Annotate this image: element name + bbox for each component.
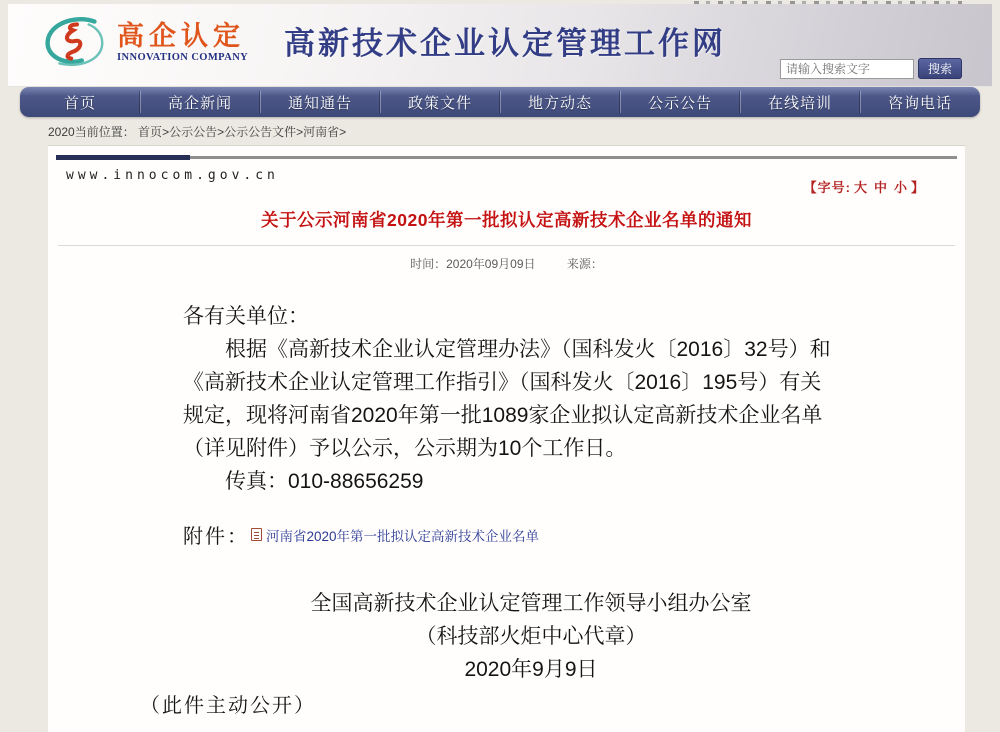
- article-paragraph: 根据《高新技术企业认定管理办法》（国科发火〔2016〕32号）和《高新技术企业认定管理工作指引》（国科发火〔2016〕195号）有关规定，现将河南省2020年第一批1089家企业拟认定高新技术企业名单（详见附件）予以公示，公示期为10个工作日。: [183, 338, 831, 460]
- rule-gray-segment: [190, 156, 957, 159]
- attachment-link-text: 河南省2020年第一批拟认定高新技术企业名单: [266, 528, 540, 544]
- article-body: [183, 300, 835, 498]
- title-divider: [58, 245, 955, 246]
- breadcrumb-separator: >: [217, 125, 225, 139]
- attachment-label: 附件：: [183, 526, 249, 548]
- site-logo[interactable]: [38, 13, 248, 71]
- nav-item-news[interactable]: 高企新闻: [140, 87, 260, 117]
- nav-item-local-news[interactable]: 地方动态: [500, 87, 620, 117]
- breadcrumb-item-announcement-files[interactable]: 公示公告文件: [224, 125, 297, 139]
- font-size-label-suffix: 】: [910, 180, 925, 195]
- attachment-file-icon: [251, 528, 262, 541]
- nav-item-public-announcements[interactable]: 公示公告: [620, 87, 740, 117]
- breadcrumb-label: 2020当前位置：: [48, 125, 135, 139]
- logo-swoosh-icon: [38, 13, 112, 71]
- meta-source: 来源：: [566, 257, 603, 271]
- fax-line: 传真：010-88656259: [225, 470, 424, 493]
- signature-seal-note: （科技部火炬中心代章）: [415, 625, 647, 648]
- breadcrumb-separator: >: [162, 125, 170, 139]
- font-size-switcher: [804, 177, 925, 196]
- site-title: 高新技术企业认定管理工作网: [284, 26, 726, 61]
- font-size-large[interactable]: 大: [853, 180, 868, 195]
- signature-office: 全国高新技术企业认定管理工作领导小组办公室: [310, 592, 752, 615]
- article-meta: [48, 255, 965, 272]
- breadcrumb-separator: >: [296, 125, 304, 139]
- rule-navy-segment: [56, 155, 190, 160]
- content-card: [48, 145, 965, 732]
- main-nav: [20, 87, 980, 117]
- logo-cn-text: 高企认定: [117, 21, 245, 51]
- attachment-link[interactable]: [251, 525, 539, 545]
- font-size-label: 【字号:: [803, 180, 851, 195]
- nav-item-notices[interactable]: 通知通告: [260, 87, 380, 117]
- salutation: 各有关单位：: [183, 305, 309, 328]
- header-rule: [56, 155, 957, 160]
- site-domain: www.innocom.gov.cn: [66, 168, 279, 183]
- nav-item-online-training[interactable]: 在线培训: [740, 87, 860, 117]
- logo-text: [117, 21, 248, 63]
- nav-item-home[interactable]: 首页: [63, 94, 96, 112]
- site-header: [8, 4, 992, 87]
- font-size-medium[interactable]: 中: [873, 180, 888, 195]
- footer-note: （此件主动公开）: [140, 695, 316, 717]
- font-size-small[interactable]: 小: [893, 180, 908, 195]
- search-bar: [780, 58, 962, 79]
- meta-time: 时间：2020年09月09日: [410, 257, 536, 271]
- breadcrumb: [48, 123, 346, 140]
- breadcrumb-separator: >: [339, 125, 347, 139]
- article-title: 关于公示河南省2020年第一批拟认定高新技术企业名单的通知: [261, 210, 752, 230]
- breadcrumb-item-henan[interactable]: 河南省: [303, 125, 340, 139]
- nav-item-contact-phone[interactable]: 咨询电话: [860, 87, 980, 117]
- nav-item-policy-files[interactable]: 政策文件: [380, 87, 500, 117]
- logo-en-text: INNOVATION COMPANY: [117, 52, 249, 63]
- breadcrumb-item-public-announcements[interactable]: 公示公告: [169, 125, 218, 139]
- breadcrumb-item-home[interactable]: 首页: [138, 125, 163, 139]
- search-input[interactable]: [780, 59, 914, 79]
- signature-date: 2020年9月9日: [464, 658, 598, 681]
- signature-block: [211, 587, 851, 686]
- attachment-row: [183, 520, 965, 549]
- search-button[interactable]: 搜索: [918, 58, 962, 79]
